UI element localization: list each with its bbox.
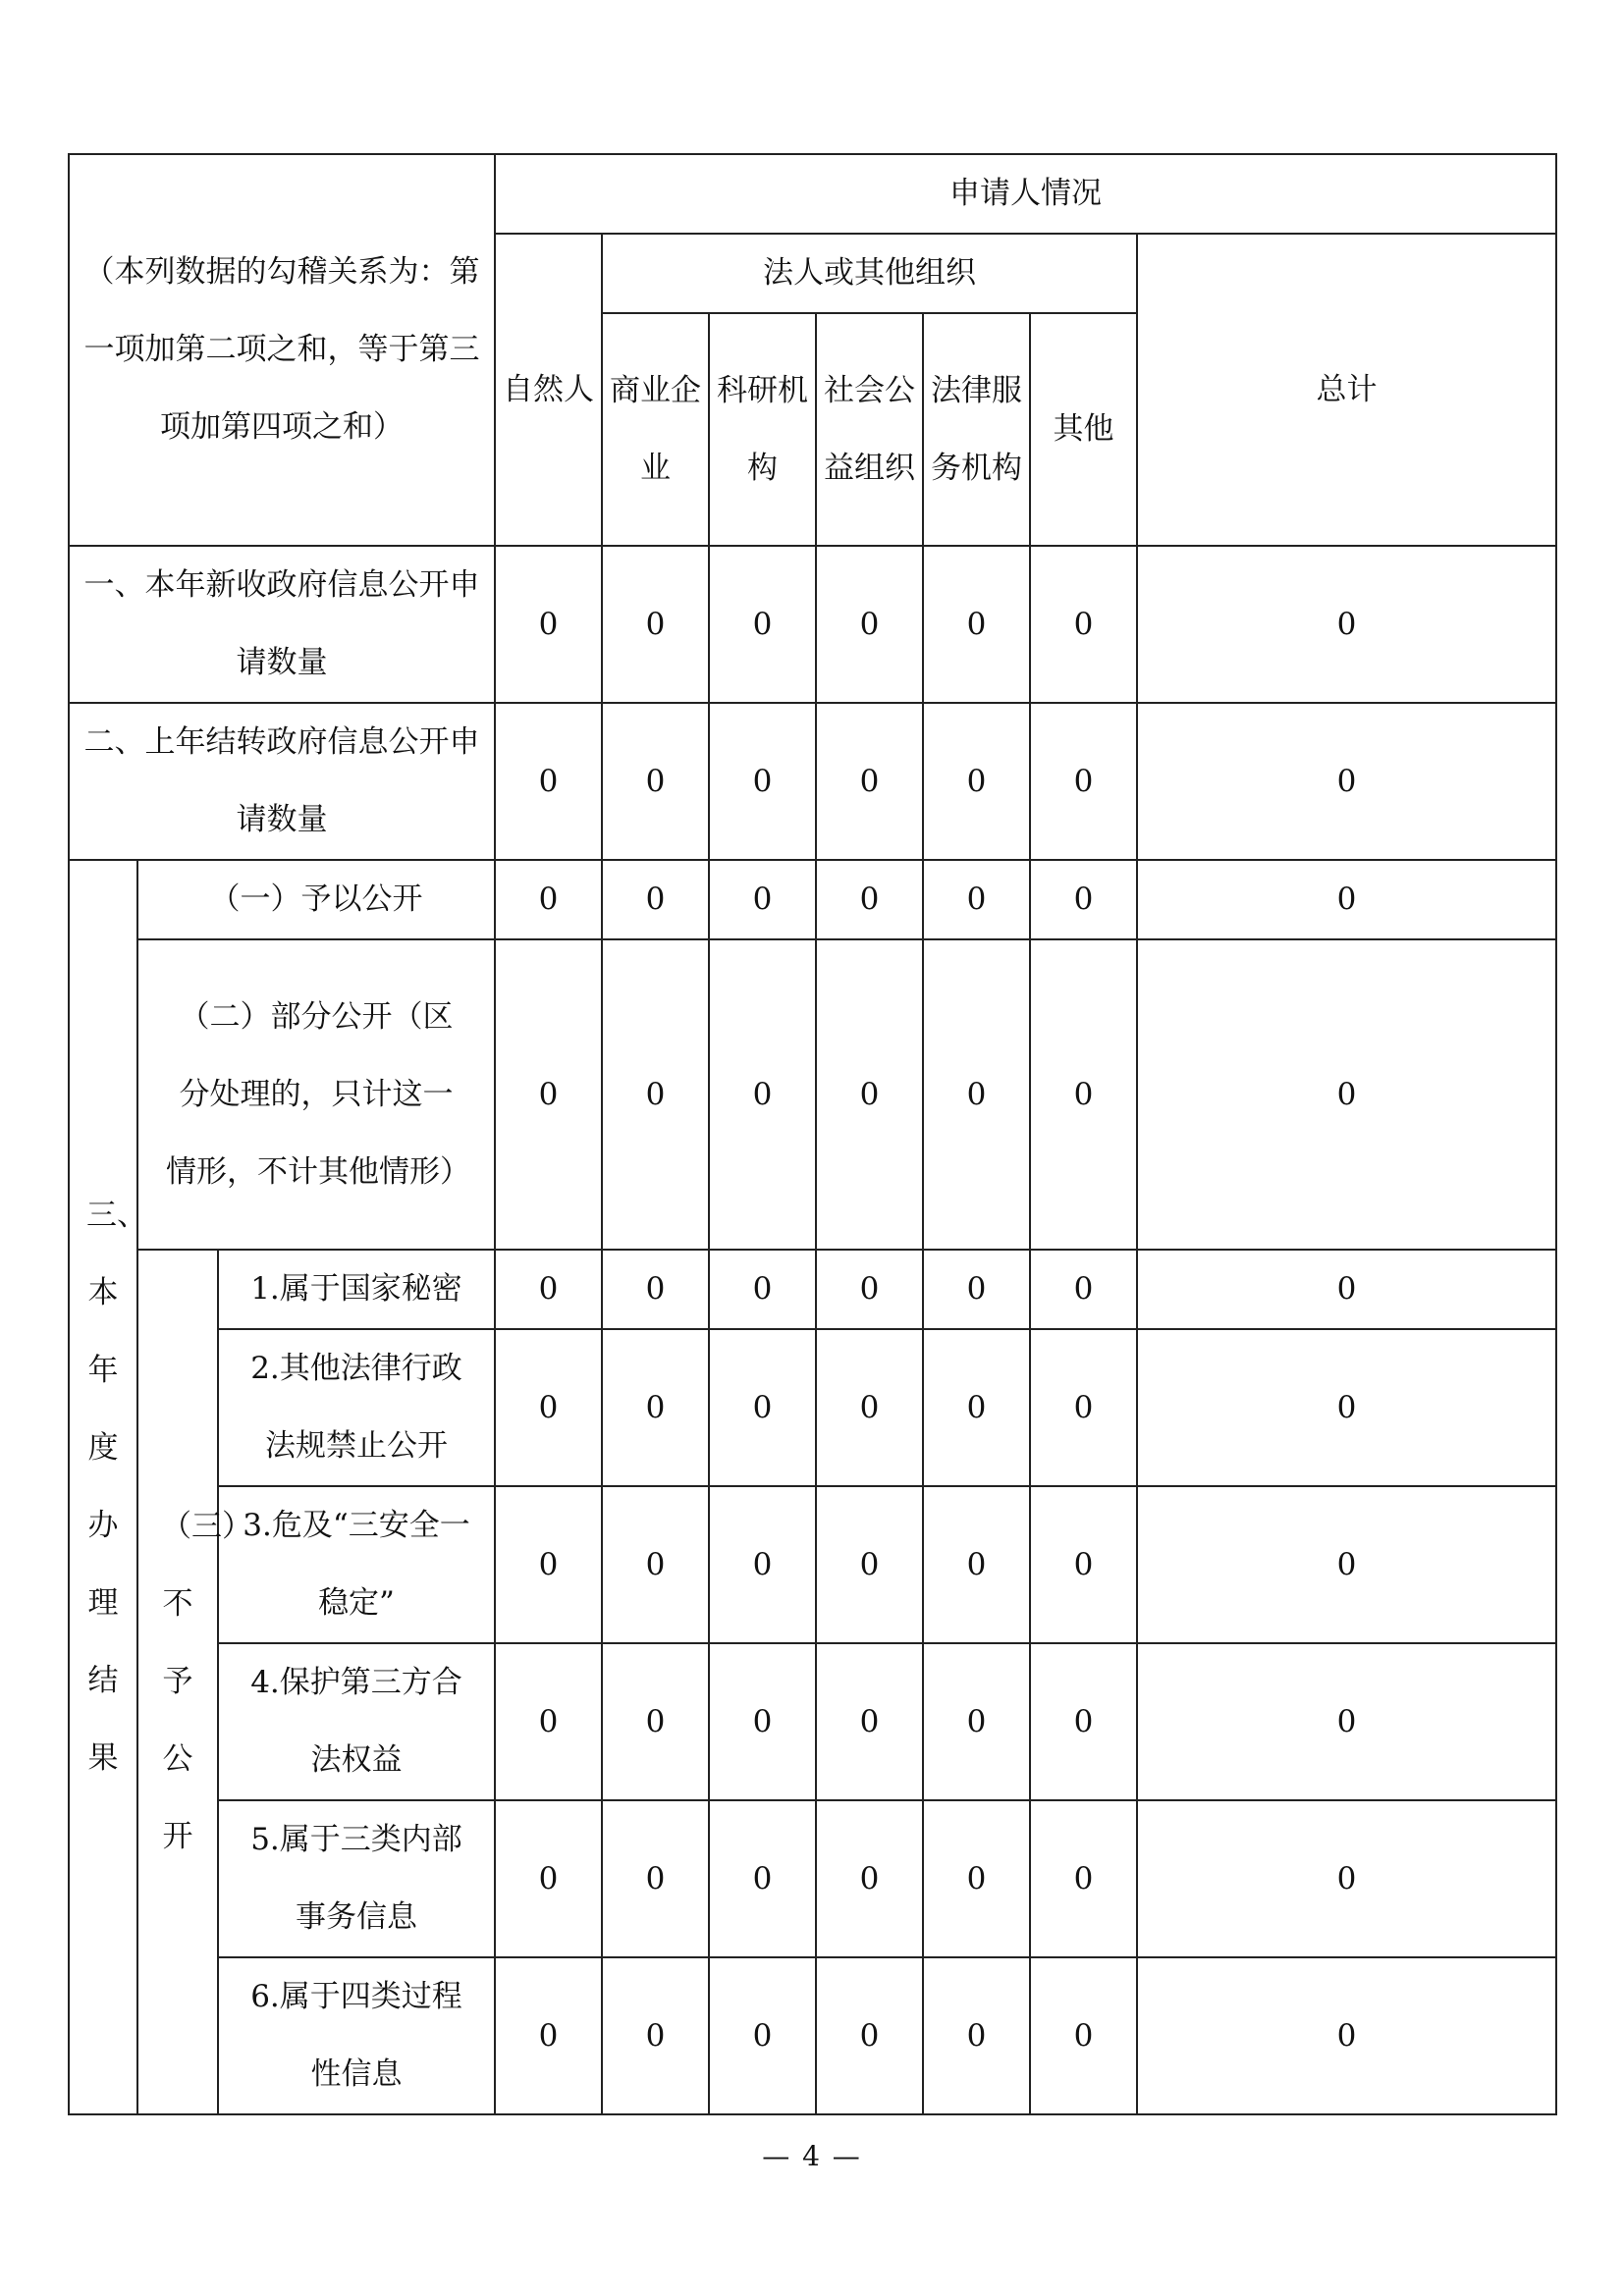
value-cell: 0 <box>1137 1800 1556 1957</box>
value-cell: 0 <box>923 1486 1030 1643</box>
page-number: — 4 — <box>762 2140 862 2172</box>
value-cell: 0 <box>1137 1643 1556 1800</box>
value-cell: 0 <box>816 703 923 860</box>
value-cell: 0 <box>709 546 816 703</box>
value-cell: 0 <box>1030 1643 1137 1800</box>
value-cell: 0 <box>602 860 709 939</box>
table-row <box>69 546 1556 703</box>
value-cell: 0 <box>816 1250 923 1329</box>
value-cell: 0 <box>495 1486 602 1643</box>
value-cell: 0 <box>1030 546 1137 703</box>
table-row <box>69 1800 1556 1957</box>
row-label: （一）予以公开 <box>137 860 495 939</box>
value-cell: 0 <box>1137 1486 1556 1643</box>
value-cell: 0 <box>495 1329 602 1486</box>
table-row <box>69 1957 1556 2114</box>
table-row <box>69 939 1556 1250</box>
value-cell: 0 <box>816 1957 923 2114</box>
section-3-label: 三、本年度办理结果 <box>69 860 137 2114</box>
sub-3c-label: （三）不予公开 <box>137 1250 218 2114</box>
table-row <box>69 1486 1556 1643</box>
row-label: 二、上年结转政府信息公开申请数量 <box>69 703 495 860</box>
value-cell: 0 <box>602 546 709 703</box>
value-cell: 0 <box>816 1800 923 1957</box>
value-cell: 0 <box>1030 860 1137 939</box>
info-disclosure-table <box>68 153 1557 2115</box>
value-cell: 0 <box>1030 1800 1137 1957</box>
value-cell: 0 <box>816 860 923 939</box>
table-row <box>69 703 1556 860</box>
value-cell: 0 <box>602 1329 709 1486</box>
value-cell: 0 <box>602 1486 709 1643</box>
value-cell: 0 <box>495 1643 602 1800</box>
value-cell: 0 <box>495 860 602 939</box>
value-cell: 0 <box>923 939 1030 1250</box>
natural-person-header: 自然人 <box>495 234 602 546</box>
value-cell: 0 <box>495 1800 602 1957</box>
value-cell: 0 <box>602 939 709 1250</box>
value-cell: 0 <box>602 1957 709 2114</box>
header-row-1 <box>69 154 1556 234</box>
row-label: 1.属于国家秘密 <box>218 1250 495 1329</box>
row-label: 一、本年新收政府信息公开申请数量 <box>69 546 495 703</box>
value-cell: 0 <box>1030 1250 1137 1329</box>
value-cell: 0 <box>923 1329 1030 1486</box>
value-cell: 0 <box>602 1800 709 1957</box>
value-cell: 0 <box>709 860 816 939</box>
value-cell: 0 <box>709 1957 816 2114</box>
value-cell: 0 <box>923 860 1030 939</box>
value-cell: 0 <box>709 939 816 1250</box>
total-header: 总计 <box>1137 234 1556 546</box>
research-header: 科研机构 <box>709 313 816 546</box>
value-cell: 0 <box>495 1250 602 1329</box>
value-cell: 0 <box>709 1486 816 1643</box>
value-cell: 0 <box>1030 1486 1137 1643</box>
value-cell: 0 <box>1030 1329 1137 1486</box>
value-cell: 0 <box>495 703 602 860</box>
value-cell: 0 <box>816 546 923 703</box>
applicant-situation-header: 申请人情况 <box>495 154 1556 234</box>
commercial-header: 商业企业 <box>602 313 709 546</box>
value-cell: 0 <box>709 1250 816 1329</box>
value-cell: 0 <box>495 1957 602 2114</box>
legal-org-header: 法人或其他组织 <box>602 234 1137 313</box>
value-cell: 0 <box>923 703 1030 860</box>
value-cell: 0 <box>1137 939 1556 1250</box>
row-label: 6.属于四类过程性信息 <box>218 1957 495 2114</box>
row-label: 2.其他法律行政法规禁止公开 <box>218 1329 495 1486</box>
value-cell: 0 <box>816 1643 923 1800</box>
table-row <box>69 860 1556 939</box>
value-cell: 0 <box>1030 703 1137 860</box>
row-label: （二）部分公开（区分处理的，只计这一情形，不计其他情形） <box>137 939 495 1250</box>
legal-service-header: 法律服务机构 <box>923 313 1030 546</box>
value-cell: 0 <box>495 939 602 1250</box>
value-cell: 0 <box>1137 703 1556 860</box>
social-welfare-header: 社会公益组织 <box>816 313 923 546</box>
value-cell: 0 <box>1137 1250 1556 1329</box>
value-cell: 0 <box>816 939 923 1250</box>
value-cell: 0 <box>602 703 709 860</box>
value-cell: 0 <box>816 1329 923 1486</box>
value-cell: 0 <box>816 1486 923 1643</box>
table-row <box>69 1329 1556 1486</box>
value-cell: 0 <box>923 546 1030 703</box>
value-cell: 0 <box>602 1250 709 1329</box>
row-label: 4.保护第三方合法权益 <box>218 1643 495 1800</box>
other-header: 其他 <box>1030 313 1137 546</box>
value-cell: 0 <box>1030 939 1137 1250</box>
row-label: 5.属于三类内部事务信息 <box>218 1800 495 1957</box>
column-note: （本列数据的勾稽关系为：第一项加第二项之和，等于第三项加第四项之和） <box>69 154 495 546</box>
table-row <box>69 1250 1556 1329</box>
value-cell: 0 <box>1137 546 1556 703</box>
row-label: 3.危及“三安全一稳定” <box>218 1486 495 1643</box>
value-cell: 0 <box>923 1250 1030 1329</box>
table-row <box>69 1643 1556 1800</box>
value-cell: 0 <box>923 1643 1030 1800</box>
value-cell: 0 <box>709 1329 816 1486</box>
value-cell: 0 <box>923 1800 1030 1957</box>
value-cell: 0 <box>709 703 816 860</box>
value-cell: 0 <box>1137 860 1556 939</box>
value-cell: 0 <box>602 1643 709 1800</box>
value-cell: 0 <box>923 1957 1030 2114</box>
value-cell: 0 <box>495 546 602 703</box>
value-cell: 0 <box>1137 1329 1556 1486</box>
value-cell: 0 <box>1137 1957 1556 2114</box>
value-cell: 0 <box>709 1643 816 1800</box>
value-cell: 0 <box>1030 1957 1137 2114</box>
value-cell: 0 <box>709 1800 816 1957</box>
